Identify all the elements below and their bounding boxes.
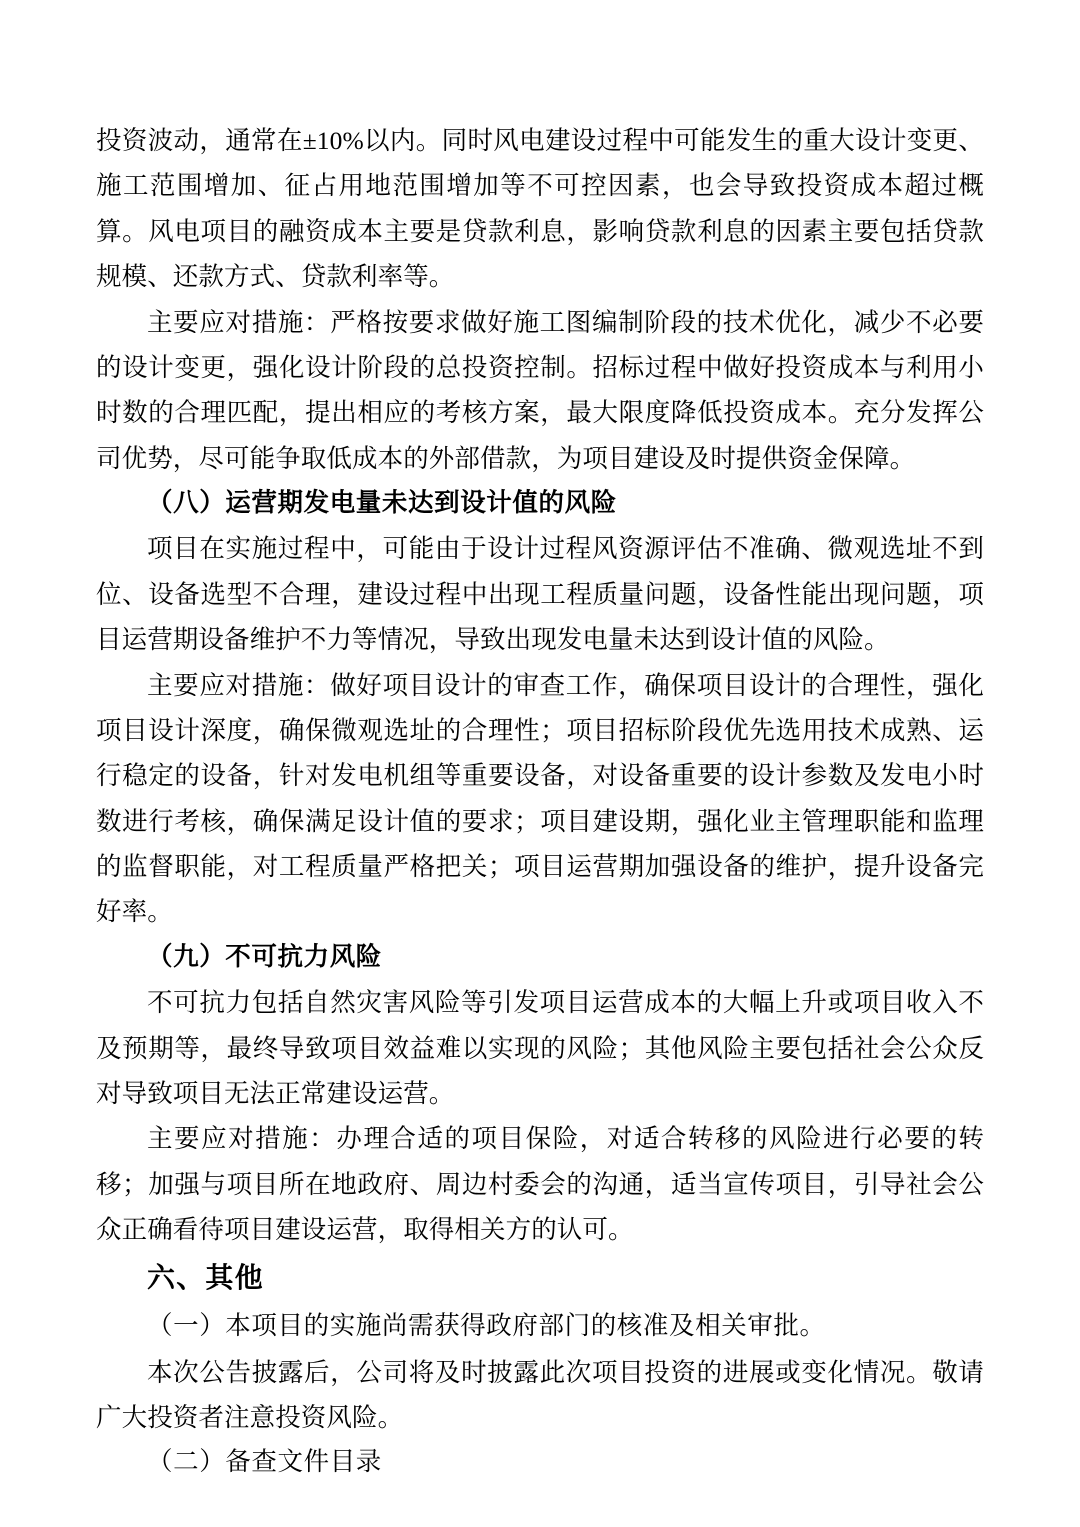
paragraph-measures-force-majeure: 主要应对措施：办理合适的项目保险，对适合转移的风险进行必要的转移；加强与项目所在地政府、周边村委会的沟通，适当宣传项目，引导社会公众正确看待项目建设运营，取得相关方的认可。 xyxy=(96,1124,984,1244)
paragraph-measures-investment: 主要应对措施：严格按要求做好施工图编制阶段的技术优化，减少不必要的设计变更，强化设计阶段的总投资控制。招标过程中做好投资成本与利用小时数的合理匹配，提出相应的考核方案，最大限度降低投资成本。充分发挥公司优势，尽可能争取低成本的外部借款，为项目建设及时提供资金保障。 xyxy=(96,307,984,473)
paragraph-force-majeure: 不可抗力包括自然灾害风险等引发项目运营成本的大幅上升或项目收入不及预期等，最终导致项目效益难以实现的风险；其他风险主要包括社会公众反对导致项目无法正常建设运营。 xyxy=(96,988,984,1108)
paragraph-investment-fluctuation: 投资波动，通常在±10%以内。同时风电建设过程中可能发生的重大设计变更、施工范围增加、征占用地范围增加等不可控因素，也会导致投资成本超过概算。风电项目的融资成本主要是贷款利息，影响贷款利息的因素主要包括贷款规模、还款方式、贷款利率等。 xyxy=(96,126,984,292)
heading-section-nine: （九）不可抗力风险 xyxy=(147,941,382,972)
heading-section-eight: （八）运营期发电量未达到设计值的风险 xyxy=(147,488,617,518)
heading-item-one-approval: （一）本项目的实施尚需获得政府部门的核准及相关审批。 xyxy=(147,1311,826,1342)
paragraph-generation-risk: 项目在实施过程中，可能由于设计过程风资源评估不准确、微观选址不到位、设备选型不合理，建设过程中出现工程质量问题，设备性能出现问题，项目运营期设备维护不力等情况，导致出现发电量未达到设计值的风险。 xyxy=(96,534,984,655)
paragraph-measures-generation: 主要应对措施：做好项目设计的审查工作，确保项目设计的合理性，强化项目设计深度，确保微观选址的合理性；项目招标阶段优先选用技术成熟、运行稳定的设备，针对发电机组等重要设备，对设备重要的设计参数及发电小时数进行考核，确保满足设计值的要求；项目建设期，强化业主管理职能和监理的监督职能，对工程质量严格把关；项目运营期加强设备的维护，提升设备完好率。 xyxy=(96,670,984,927)
document-body xyxy=(96,118,984,1486)
paragraph-disclosure-notice: 本次公告披露后，公司将及时披露此次项目投资的进展或变化情况。敬请广大投资者注意投资风险。 xyxy=(96,1357,984,1432)
heading-section-six-other: 六、其他 xyxy=(147,1261,264,1295)
heading-item-two-documents: （二）备查文件目录 xyxy=(147,1447,382,1478)
